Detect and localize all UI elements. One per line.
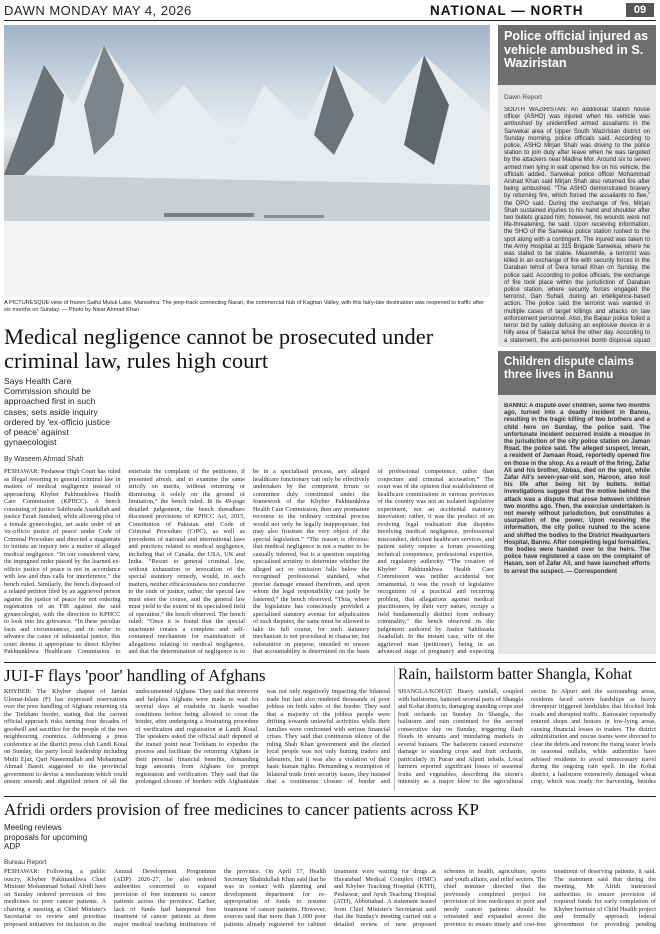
afridi-headline: Afridi orders provision of free medicines to cancer patients across KP	[4, 800, 479, 819]
section-rule-2	[4, 796, 656, 797]
section-rule-1	[4, 662, 656, 663]
sidebar-bannu-body: BANNU: A dispute over children, some two months ago, turned into a deadly incident in Bannu, resulting in the tragic killing of two brothers and a child here on Sunday, the police said. The unfortunate incident occurred inside a mosque in the jurisdiction of the city police station on Jaman Road, the police said. The alleged suspect, Imran, a resident of Jamaan Road, reportedly opened fire on those in the shop. As a result of the firing, Zafar Ali and his brother, Abbas, died on the spot, while Zafar Ali's seven-year-old son, Haroon, also lost his life after being hit by bullets. Initial investigations suggest that the motive behind the attack was a dispute that arose between children two months ago. Then, the exercise undertaken is not merely without jurisdiction, but constitutes a usurpation of the power. Upon receiving the information, the city police rushed to the scene and shifted the bodies to the District Headquarters Hospital, Bannu. After completing legal formalities, the bodies were handed over to the heirs. The police have registered a case on the complaint of Hasan, son of Zafar Ali, and have launched efforts to arrest the suspect. — Correspondent	[504, 403, 650, 575]
main-body: PESHAWAR: Peshawar High Court has ruled as illegal resorting to general criminal law in matters of medical negligence instead of approaching Khyber Pakhtunkhwa Health Care Commission (KPHCC). A bench consisting of justice Sahibzada Asadullah and justice Farah Jamshed, while allowing plea of a female gynecologist, set aside order of an 'ex-officio justice of peace' under Code of Criminal Procedure and directed a magistrate to initiate an inquiry into a matter of alleged medical negligence. “In our considered view, the impugned order passed by the learned ex-officio justice of peace is not in accordance with law and thus calls for interference,” the bench ruled. Similarly, the bench disposed of a related petition filed by an aggrieved person against the justice of peace for not ordering registration of an FIR against the said gynaecologist, with the direction to KPHCC to look into his grievance. “In these peculiar facts and circumstances, and in order to advance the cause of substantial justice, this court deems it appropriate to direct Khyber Pakhtunkhwa Healthcare Commission to entertain the complaint of the petitioner, if presented afresh, and to examine the same strictly on merits, without returning or dismissing it solely on the ground of limitation,” the bench ruled. In its 49-page detailed judgement, the bench threadbare discussed provisions of KPHCC Act, 2015, Constitution of Pakistan and Code of Criminal Procedure (CrPC), as well as precedents of national and international laws and practices related to medical negligence, including that of Canada, the USA, UK and India. “Resort to general criminal law, without exhaustion or invocation of the special statutory remedy, would, in such matters, neither efficaciousness nor conducive to the ends of justice, rather, the special law must steer the course, and the general law must yield to the extent of its specialised field of operation,” the bench observed. The bench ruled: “Once it is found that the special enactment creates a complete and self-contained mechanism for examination of allegations relating to medical negligence, and that the determination of negligence is to be in a specialised process, any alleged healthcare functionary can only be effectively undertaken by the competent forum or committee duly constituted under the framework of the Khyber Pakhtunkhwa Health Care Commission, then any premature recourse to the ordinary criminal process would not only be legally inappropriate, but may also frustrate the very object of the special legislation.” “The reason is obvious: that medical negligence is not a matter to be casually inferred, but is a question requiring specialised scrutiny to determine whether the alleged act or omission falls below the recognised professional standard, what precise damage ensued therefrom, and upon whom the legal responsibility can justly be fastened,” the bench observed. “Thus, where the legislature has consciously provided a specialised statutory avenue for adjudication of such disputes, the same must be allowed to take its full course, for such statutory mechanism is not procedural in character, but substantive in purpose, intended to ensure that accountability is determined on the basis of professional competence, rather than conjecture and criminal accusation.” The court was of the opinion that establishment of healthcare commissions in various provinces of the country was not an isolated legislative experiment, nor an accidental statutory innovation; rather, it was the product of an evolving legal realisation that disputes involving medical negligence, professional misconduct, deficient healthcare services, and patient safety require a forum possessing technical competence, professional expertise, and regulatory authority. “The creation of Khyber Pakhtunkhwa Health Care Commission was neither accidental nor ornamental, it was the result of legislative recognition of a practical and recurring problem, that allegations against medical practitioners, by their very nature, occupy a field fundamentally distinct from ordinary criminality,” the bench observed in the judgement authored by Justice Sahibzada Asadullah. In the instant case, wife of the aggrieved man (petitioner), being in an advanced stage of pregnancy and expecting	[4, 468, 494, 655]
jui-body: KHYBER: The Khyber chapter of Jamiat Ulemai-Islam (F) has expressed reservations over the poor handling of Afghans returning via the Torkham border, stating that the current official approach risks turning four decades of goodwill and sacrifice for the people of the two neighbouring countries. Addressing a press conference at the district press club Landi Kotal on Sunday, the party local leadership including Mufti Ejaz, Qari Naseemullah and Mohammad Ahmad Bassit suggested to the provincial government to devise a mechanism which could ensure smooth and dignified return of all the undocumented Afghans. They said that innocent and helpless Afghans were made to wait for several days at roadside in harsh weather conditions before being allowed to cross the border, after undergoing a frustrating procedure of verification and registration at Landi Kotal. The speakers asked the official staff deputed at the transit point near Torkham to expedite the process and facilitate the returning Afghans in their personal financial benefits, demanding huge amounts from Afghans for prompt registration and verification. They said that the prolonged closure of borders with Afghanistan was not only negatively impacting the bilateral trade but had also rendered thousands of poor jobless on both sides of the border. They said that a majority of the jobless people were drifting towards unlawful activities while their families were confronted with serious financial crises. They said that continuous silence of the ruling Shah Khan government and the elected local people was not only hurting traders and labourers, but it was also a violation of their basic human rights. Demanding a resumption of bilateral trade from security issues, they insisted that a continuous closure of border and	[4, 688, 390, 785]
column-divider	[394, 666, 395, 790]
afridi-body: PESHAWAR: Following a public outcry, Khyber Pakhtunkhwa Chief Minister Mohammad Sohail Afridi here on Sunday ordered provision of free medicines to poor cancer patients. A chairing a meeting at Chief Minister's Secretariat to review and prioritise proposed initiatives for inclusion in the Annual Development Programme (ADP) 2026-27, he also ordered authorities concerned to expand provision of free treatment to cancer patients across the province. Earlier, lack of funds had hampered free treatment of cancer patients at three major medical teaching institutions of the province. On April 17, Health Secretary Shahidullah Khan said that he was in contact with planning and development department for re-appropriation of funds to resume treatment of cancer patients. However, sources said that more than 1,000 poor patients already registered for cabinet treatment were waiting for drugs at Hayatabad Medical Complex (HMC) and Khyber Teaching Hospital (KTH), Peshawar, and Ayub Teaching Hospital (ATH), Abbottabad. A statement issued from Chief Minister's Secretariat said that the Sunday's meeting carried out a detailed review of new proposed schemes in health, agriculture, sports and youth affairs, and relief sectors. The chief minister directed that the previously completed project for provision of free medicines to poor and needy cancer patients should be reinstated and expanded across the province to ensure timely and cost-free treatment of deserving patients, it said. The statement said that during the meeting, Mr Afridi instructed authorities to ensure provision of required funds for early completion of Khyber Institute of Child Health project and formally approach federal government for providing pending	[4, 868, 656, 928]
rain-headline: Rain, hailstorm batter Shangla, Kohat	[398, 666, 633, 683]
main-headline: Medical negligence cannot be prosecuted under criminal law, rules high court	[4, 324, 434, 373]
photo-caption: A PICTURESQUE view of frozen Saiful Muluk Lake, Mansehra. The jeep-track connecting Naran, the commercial hub of Kaghan Valley, with this fairy-tale destination was reopened to traffic after six months on Sunday. — Photo by Nisar Ahmad Khan	[4, 300, 484, 313]
sidebar-bannu	[498, 351, 656, 654]
main-byline: By Waseem Ahmad Shah	[4, 456, 84, 463]
sidebar-bannu-headline: Children dispute claims three lives in Bannu	[498, 351, 656, 395]
sidebar-waziristan-headline: Police official injured as vehicle ambushed in S. Waziristan	[498, 25, 656, 85]
sidebar-waziristan-body: SOUTH WAZIRISTAN: An additional station house officer (ASHO) was injured when his vehicle was ambushed by unidentified armed assailants in the Sarwekai area of Upper South Waziristan district on Sunday morning, police officials said. According to police, ASHO Mirjan Shah was driving to the police station to join duty after leave when he was targeted by the attackers near Madina Mor. Around six to seven armed men lying in wait opened fire on his vehicle, the officials added. Sarwekai police officer Mohammad Arshad Khan said Mirjan Shah also returned fire after being ambushed. “The ASHO demonstrated bravery by returning fire, which forced the assailants to flee,” the DPO said. During the exchange of fire, Mirjan Shah sustained injuries to his hand and shoulder after two bullets grazed him; however, his wounds were not life-threatening, he said. Upon receiving information, the SHO of the Sarwekai police station rushed to the spot along with a contingent. The injured was taken to the Army Hospital at 315 Brigade Sarwekai, where he was stated to be stable. Meanwhile, a terrorist was killed in an exchange of fire with security forces in the Daraban tehsil of Dera Ismail Khan on Sunday, the police said. According to police officials, the exchange of fire took place within the jurisdiction of Daraban police station, where security forces engaged the terrorist, Gan Suhail, during an intelligence-based action. The police said the terrorist was wanted in multiple cases of target killings and attacks on law enforcement personnel. Also, the Bajaur police foiled a terror bid by safely defusing an explosive device in a hilly area of Salarzai tehsil the other day. According to a statement, the anti-personnel bomb disposal squad	[504, 107, 650, 343]
jui-headline: JUI-F flays 'poor' handling of Afghans	[4, 666, 266, 685]
sidebar-waziristan-byline: Dawn Report	[504, 94, 542, 101]
page-number: 09	[626, 3, 654, 17]
rain-body: SHANGLA/KOHAT: Heavy rainfall, coupled with hailstorms, battered several parts of Shangla and Kohat districts, damaging standing crops and fruit orchards on Sunday. In Shangla, the hailstorm and rain continued for the second consecutive day on Sunday, triggering flash floods in streams and inundating markets in several bazaars. The hailstorm caused extensive damage to standing crops and fruit orchards, particularly in Puran and Alpuri tehsils. Local farmers reported significant losses of seasonal fruits and vegetables, describing the storm's intensity as a major blow to the agricultural sector. In Alpuri and the surrounding areas, residents faced severe hardships as heavy downpour triggered landslides that blocked link roads and disrupted traffic. Rainwater reportedly entered shops and houses in low-lying areas, causing financial losses to traders. The district administration and rescue teams were directed to clear the debris and restore the rising water levels in seasonal nullahs, while authorities have advised residents to avoid unnecessary travel during the ongoing rain spell. In the Kohat district, a hailstorm extensively damaged wheat crop, which was ready for harvesting, besides	[398, 688, 656, 785]
masthead-rule	[4, 20, 656, 21]
section-title: NATIONAL — NORTH	[430, 3, 584, 18]
lake-photo	[4, 25, 490, 297]
masthead-date: DAWN MONDAY MAY 4, 2026	[4, 3, 192, 18]
mountain-illustration	[4, 25, 490, 297]
main-dek: Says Health Care Commission should be approached first in such cases; sets aside inquiry ordered by 'ex-officio justice of peace' against gynaecologist	[4, 376, 111, 448]
afridi-byline: Bureau Report	[4, 859, 47, 866]
sidebar-waziristan	[498, 25, 656, 347]
afridi-dek: Meeting reviews proposals for upcoming ADP	[4, 823, 88, 851]
